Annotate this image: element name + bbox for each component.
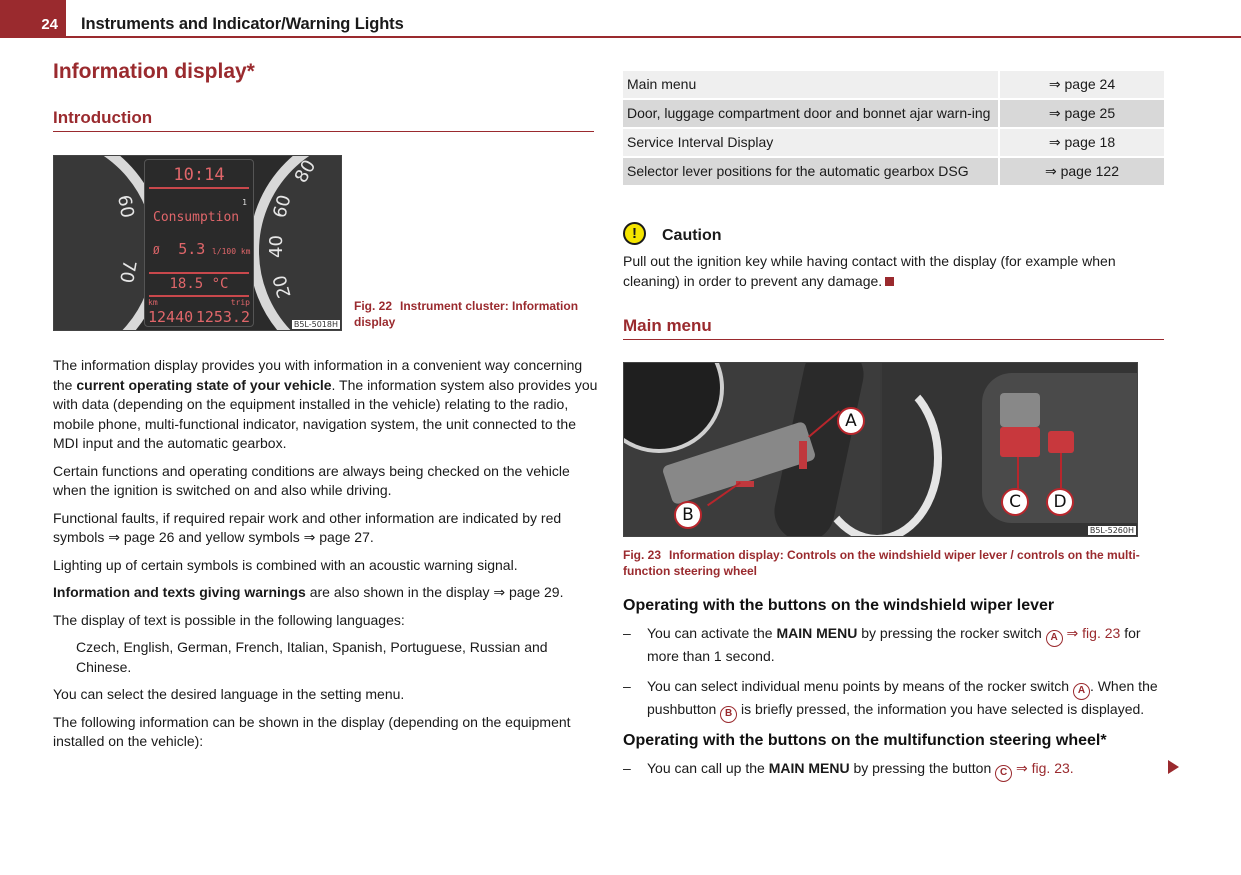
screen-time: 10:14 <box>173 165 225 185</box>
caution-text: Pull out the ignition key while having contact with the display (for example when cleaning) in order to prevent any damage. <box>623 253 1116 289</box>
steering-wheel-instructions <box>623 759 1168 792</box>
figure-code: B5L-5018H <box>293 320 338 329</box>
display-info-table <box>623 71 1164 187</box>
speedometer-gauge: 60 70 <box>53 155 164 331</box>
steering-wheel-panel <box>882 363 1138 537</box>
subsection-heading-wiper-lever: Operating with the buttons on the windshield wiper lever <box>623 597 1055 614</box>
info-display-screen: 10:14 1 Consumption Ø 5.3 l/100 km 18.5 °C km trip 12440 1253.2 <box>144 159 254 327</box>
section-heading-main-menu: Main menu <box>623 316 1164 340</box>
callout-a-ref: A <box>1073 683 1090 700</box>
language-list: Czech, English, German, French, Italian, Spanish, Portuguese, Russian and Chinese. <box>76 639 548 675</box>
paragraph: The display of text is possible in the following languages: <box>53 611 405 628</box>
rev-gauge: 80 60 40 20 <box>249 155 342 331</box>
paragraph: The information display provides you with information in a convenient way concerning the current operating state of your vehicle. The information system also provides you with data (depending on the equipment installed in the vehicle) relating to the radio, mobile phone, multi-functional indicator, navigation system, the unit connected to the MDI input and the automatic gearbox. <box>53 357 598 451</box>
phone-button <box>1000 393 1040 427</box>
figure-22-caption: Fig. 22 Instrument cluster: Information display <box>354 299 579 329</box>
screen-trip: 1253.2 <box>195 308 250 326</box>
header-rule <box>66 36 1241 38</box>
figure-23-caption: Fig. 23 Information display: Controls on the windshield wiper lever / controls on the multi-function steering wheel <box>623 548 1140 578</box>
screen-odometer: 12440 <box>148 308 194 326</box>
paragraph: The following information can be shown in the display (depending on the equipment installed on the vehicle): <box>53 713 571 749</box>
section-heading-introduction: Introduction <box>53 108 594 132</box>
table-row: Main menu ⇒ page 24 <box>623 71 1164 99</box>
callout-a-ref: A <box>1046 630 1063 647</box>
paragraph: Certain functions and operating conditions are always being checked on the vehicle when the ignition is switched on and also while driving. <box>53 462 570 498</box>
screen-label: Consumption <box>153 210 240 225</box>
figure-code: B5L-5260H <box>1089 526 1134 535</box>
intro-body-text <box>53 356 598 760</box>
list-item: – You can select individual menu points by means of the rocker switch A . When the pushbutton B is briefly pressed, the information you have selected is displayed. <box>623 677 1168 723</box>
table-row: Door, luggage compartment door and bonnet ajar warn-ing ⇒ page 25 <box>623 99 1164 128</box>
callout-c: C <box>1001 488 1029 516</box>
paragraph: Lighting up of certain symbols is combined with an acoustic warning signal. <box>53 556 518 573</box>
chapter-title: Instruments and Indicator/Warning Lights <box>81 15 404 33</box>
table-row: Selector lever positions for the automatic gearbox DSG ⇒ page 122 <box>623 157 1164 186</box>
wiper-lever-instructions <box>623 624 1168 733</box>
figure-23-controls <box>623 362 1138 537</box>
list-item: – You can call up the MAIN MENU by pressing the button C ⇒ fig. 23. <box>623 759 1168 782</box>
list-item: – You can activate the MAIN MENU by pressing the rocker switch A ⇒ fig. 23 for more than 1 second. <box>623 625 1141 664</box>
page-link[interactable]: ⇒ page 24 <box>999 71 1164 99</box>
page-link[interactable]: ⇒ page 122 <box>999 157 1164 186</box>
callout-b-ref: B <box>720 706 737 723</box>
page-link[interactable]: ⇒ page 18 <box>999 128 1164 157</box>
rocker-switch <box>799 441 807 469</box>
speedometer-dial <box>623 362 724 453</box>
next-page-arrow-icon[interactable] <box>1168 760 1179 774</box>
back-button <box>1000 427 1040 457</box>
page-title: Information display* <box>53 60 255 83</box>
paragraph: Functional faults, if required repair work and other information are indicated by red symbols ⇒ page 26 and yellow symbols ⇒ page 27. <box>53 509 562 545</box>
caution-icon: ! <box>623 222 646 245</box>
figure-link[interactable]: ⇒ fig. 23. <box>1012 760 1074 776</box>
subsection-heading-steering-wheel: Operating with the buttons on the multifunction steering wheel* <box>623 732 1107 749</box>
page-number: 24 <box>41 16 58 33</box>
thumbwheel <box>1048 431 1074 453</box>
callout-c-ref: C <box>995 765 1012 782</box>
table-row: Service Interval Display ⇒ page 18 <box>623 128 1164 157</box>
callout-b: B <box>674 501 702 529</box>
paragraph: Information and texts giving warnings are also shown in the display ⇒ page 29. <box>53 584 564 600</box>
callout-a: A <box>837 407 865 435</box>
caution-title: Caution <box>662 227 722 244</box>
page-link[interactable]: ⇒ page 25 <box>999 99 1164 128</box>
figure-22-instrument-cluster <box>53 155 342 331</box>
paragraph: You can select the desired language in the setting menu. <box>53 686 405 702</box>
figure-link[interactable]: ⇒ fig. 23 <box>1062 625 1121 641</box>
end-marker-icon <box>885 277 894 286</box>
callout-d: D <box>1046 488 1074 516</box>
screen-temperature: 18.5 °C <box>169 276 229 292</box>
